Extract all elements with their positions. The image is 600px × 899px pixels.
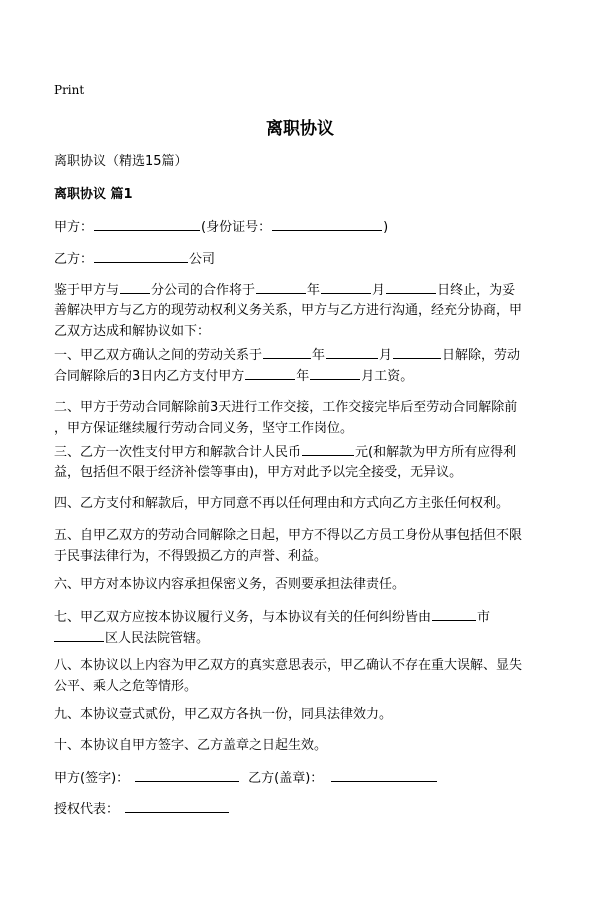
document-title: 离职协议 bbox=[266, 119, 334, 139]
clause-1-month-blank[interactable] bbox=[326, 346, 378, 359]
party-a-id-blank[interactable] bbox=[272, 218, 382, 231]
intro-text-5: 日终止，为妥 bbox=[437, 283, 516, 298]
party-b-line bbox=[54, 250, 554, 269]
party-a-id-open: (身份证号： bbox=[201, 220, 272, 235]
clause-7-text-3: 区人民法院管辖。 bbox=[105, 631, 210, 646]
intro-text-1: 鉴于甲方与 bbox=[54, 283, 120, 298]
clause-5-line-1: 五、自甲乙双方的劳动合同解除之日起，甲方不得以乙方员工身份从事包括但不限 bbox=[54, 528, 523, 543]
intro-line-1 bbox=[54, 281, 554, 300]
clause-7-text-2: 市 bbox=[477, 610, 491, 625]
print-label[interactable]: Print bbox=[54, 83, 85, 97]
clause-8-line-2: 公平、乘人之危等情形。 bbox=[54, 679, 198, 694]
document-subtitle: 离职协议（精选15篇） bbox=[54, 154, 188, 169]
clause-1-year-blank[interactable] bbox=[263, 346, 311, 359]
clause-7-line-1 bbox=[54, 608, 554, 627]
intro-text-2: 分公司的合作将于 bbox=[151, 283, 256, 298]
clause-3-line-1 bbox=[54, 443, 554, 462]
intro-year-blank[interactable] bbox=[256, 281, 306, 294]
clause-1-text-6: 年 bbox=[296, 369, 310, 384]
clause-1-text-2: 年 bbox=[312, 348, 326, 363]
clause-1-text-1: 一、甲乙双方确认之间的劳动关系于 bbox=[54, 348, 263, 363]
clause-1-day-blank[interactable] bbox=[393, 346, 441, 359]
party-b-suffix: 公司 bbox=[189, 252, 216, 267]
intro-line-3: 乙双方达成和解协议如下： bbox=[54, 324, 211, 339]
clause-7-city-blank[interactable] bbox=[432, 608, 476, 621]
intro-day-blank[interactable] bbox=[386, 281, 436, 294]
clause-10: 十、本协议自甲方签字、乙方盖章之日起生效。 bbox=[54, 738, 328, 753]
clause-9: 九、本协议壹式贰份，甲乙双方各执一份，同具法律效力。 bbox=[54, 707, 393, 722]
party-a-signature-label: 甲方(签字)： bbox=[54, 771, 130, 786]
clause-3-text-1: 三、乙方一次性支付甲方和解款合计人民币 bbox=[54, 445, 302, 460]
intro-branch-blank[interactable] bbox=[120, 281, 150, 294]
clause-5-line-2: 于民事法律行为，不得毁损乙方的声誉、利益。 bbox=[54, 549, 328, 564]
clause-1-line-1 bbox=[54, 346, 554, 365]
authorized-rep-blank[interactable] bbox=[125, 800, 229, 813]
clause-3-amount-blank[interactable] bbox=[302, 443, 354, 456]
authorized-rep-label: 授权代表： bbox=[54, 802, 120, 817]
party-b-seal-label: 乙方(盖章)： bbox=[248, 771, 324, 786]
clause-1-pay-year-blank[interactable] bbox=[245, 367, 295, 380]
clause-3-text-2: 元(和解款为甲方所有应得利 bbox=[355, 445, 517, 460]
party-a-name-blank[interactable] bbox=[94, 218, 200, 231]
clause-2-line-2: ，甲方保证继续履行劳动合同义务，坚守工作岗位。 bbox=[54, 421, 354, 436]
clause-3-line-2: 益，包括但不限于经济补偿等事由)，甲方对此予以完全接受，无异议。 bbox=[54, 465, 463, 480]
intro-month-blank[interactable] bbox=[321, 281, 371, 294]
section-title: 离职协议 篇1 bbox=[54, 187, 133, 202]
clause-1-text-4: 日解除，劳动 bbox=[442, 348, 521, 363]
party-b-label: 乙方： bbox=[54, 252, 94, 267]
signature-line bbox=[54, 769, 554, 788]
clause-7-line-2 bbox=[54, 629, 554, 648]
party-a-line bbox=[54, 218, 554, 237]
intro-line-2: 善解决甲方与乙方的现劳动权利义务关系，甲方与乙方进行沟通，经充分协商，甲 bbox=[54, 303, 523, 318]
party-a-signature-blank[interactable] bbox=[135, 769, 239, 782]
party-b-seal-blank[interactable] bbox=[331, 769, 437, 782]
clause-2-line-1: 二、甲方于劳动合同解除前3天进行工作交接，工作交接完毕后至劳动合同解除前 bbox=[54, 400, 518, 415]
intro-text-4: 月 bbox=[372, 283, 386, 298]
intro-text-3: 年 bbox=[307, 283, 321, 298]
clause-8-line-1: 八、本协议以上内容为甲乙双方的真实意思表示，甲乙确认不存在重大误解、显失 bbox=[54, 658, 523, 673]
clause-7-text-1: 七、甲乙双方应按本协议履行义务，与本协议有关的任何纠纷皆由 bbox=[54, 610, 432, 625]
clause-1-text-3: 月 bbox=[379, 348, 393, 363]
authorized-rep-line bbox=[54, 800, 554, 819]
clause-1-line-2 bbox=[54, 367, 554, 386]
party-b-name-blank[interactable] bbox=[94, 250, 188, 263]
clause-6: 六、甲方对本协议内容承担保密义务，否则要承担法律责任。 bbox=[54, 577, 406, 592]
clause-1-pay-month-blank[interactable] bbox=[310, 367, 360, 380]
clause-4: 四、乙方支付和解款后，甲方同意不再以任何理由和方式向乙方主张任何权利。 bbox=[54, 496, 510, 511]
party-a-id-close: ) bbox=[383, 220, 389, 235]
clause-1-text-5: 合同解除后的3日内乙方支付甲方 bbox=[54, 369, 245, 384]
clause-1-text-7: 月工资。 bbox=[361, 369, 414, 384]
clause-7-district-blank[interactable] bbox=[54, 629, 104, 642]
party-a-label: 甲方： bbox=[54, 220, 94, 235]
